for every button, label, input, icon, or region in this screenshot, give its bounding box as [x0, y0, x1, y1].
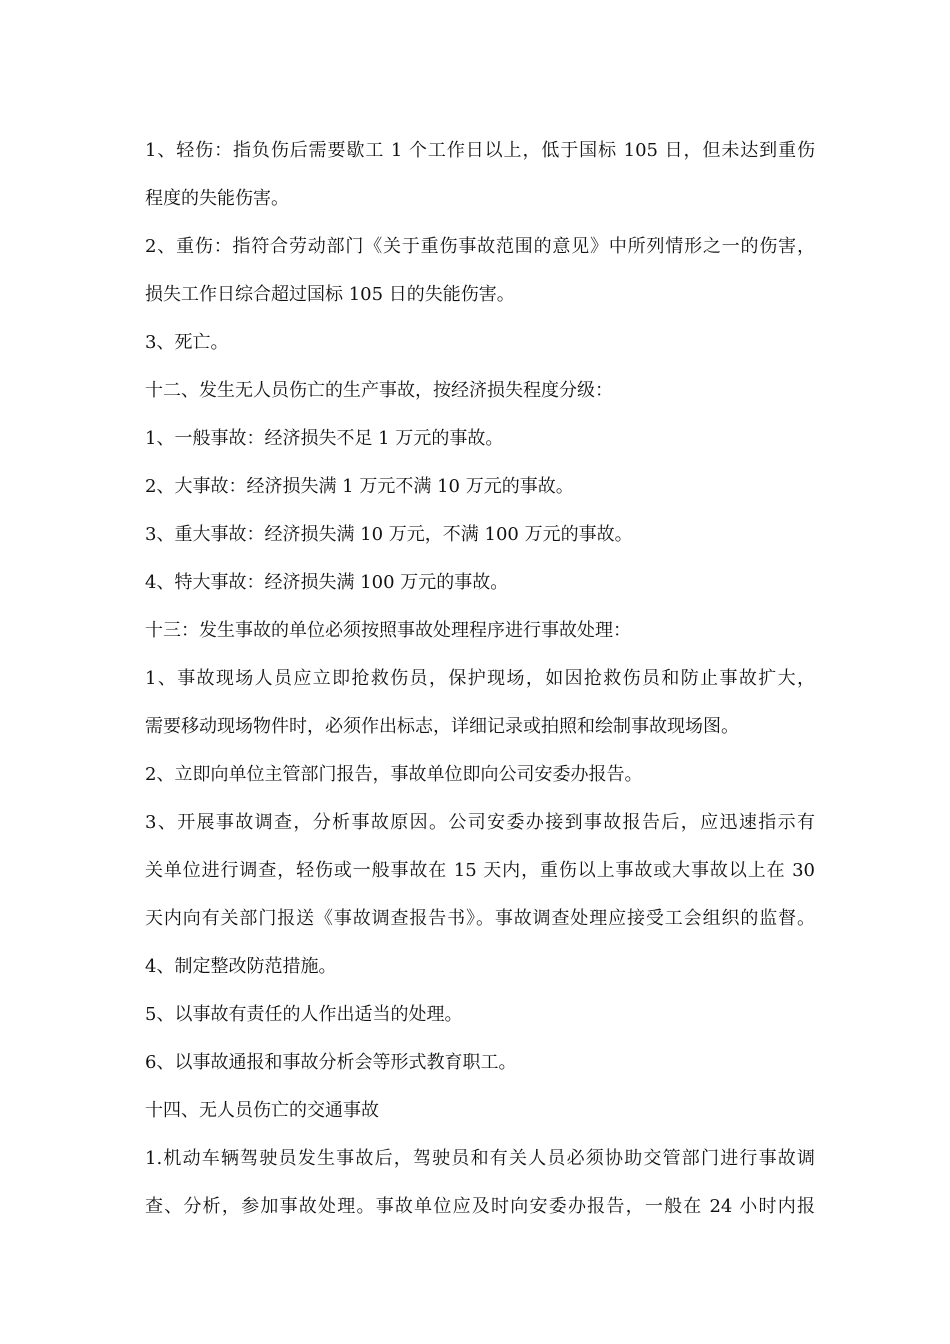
text-line-2: 程度的失能伤害。: [145, 188, 289, 209]
text-line-9: 3、重大事故：经济损失满 10 万元，不满 100 万元的事故。: [145, 524, 633, 545]
text-line-22: 1.机动车辆驾驶员发生事故后，驾驶员和有关人员必须协助交管部门进行事故调: [145, 1148, 815, 1169]
text-line-14: 2、立即向单位主管部门报告，事故单位即向公司安委办报告。: [145, 764, 643, 785]
text-line-12: 1、事故现场人员应立即抢救伤员，保护现场，如因抢救伤员和防止事故扩大，: [145, 668, 815, 689]
text-line-8: 2、大事故：经济损失满 1 万元不满 10 万元的事故。: [145, 476, 574, 497]
section-heading-13: 十三：发生事故的单位必须按照事故处理程序进行事故处理：: [145, 620, 631, 641]
text-line-10: 4、特大事故：经济损失满 100 万元的事故。: [145, 572, 509, 593]
text-line-5: 3、死亡。: [145, 332, 229, 353]
section-heading-14: 十四、无人员伤亡的交通事故: [145, 1100, 379, 1121]
text-line-18: 4、制定整改防范措施。: [145, 956, 337, 977]
text-line-13: 需要移动现场物件时，必须作出标志，详细记录或拍照和绘制事故现场图。: [145, 716, 739, 737]
text-line-15: 3、开展事故调查，分析事故原因。公司安委办接到事故报告后，应迅速指示有: [145, 812, 815, 833]
text-line-16: 关单位进行调查，轻伤或一般事故在 15 天内，重伤以上事故或大事故以上在 30: [145, 860, 815, 881]
text-line-4: 损失工作日综合超过国标 105 日的失能伤害。: [145, 284, 515, 305]
section-heading-12: 十二、发生无人员伤亡的生产事故，按经济损失程度分级：: [145, 380, 613, 401]
text-line-19: 5、以事故有责任的人作出适当的处理。: [145, 1004, 463, 1025]
text-line-3: 2、重伤：指符合劳动部门《关于重伤事故范围的意见》中所列情形之一的伤害，: [145, 236, 815, 257]
text-line-20: 6、以事故通报和事故分析会等形式教育职工。: [145, 1052, 517, 1073]
text-line-17: 天内向有关部门报送《事故调查报告书》。事故调查处理应接受工会组织的监督。: [145, 908, 815, 929]
text-line-7: 1、一般事故：经济损失不足 1 万元的事故。: [145, 428, 504, 449]
document-body: [145, 127, 815, 1231]
text-line-23: 查、分析，参加事故处理。事故单位应及时向安委办报告，一般在 24 小时内报: [145, 1196, 815, 1217]
text-line-1: 1、轻伤：指负伤后需要歇工 1 个工作日以上，低于国标 105 日，但未达到重伤: [145, 140, 815, 161]
